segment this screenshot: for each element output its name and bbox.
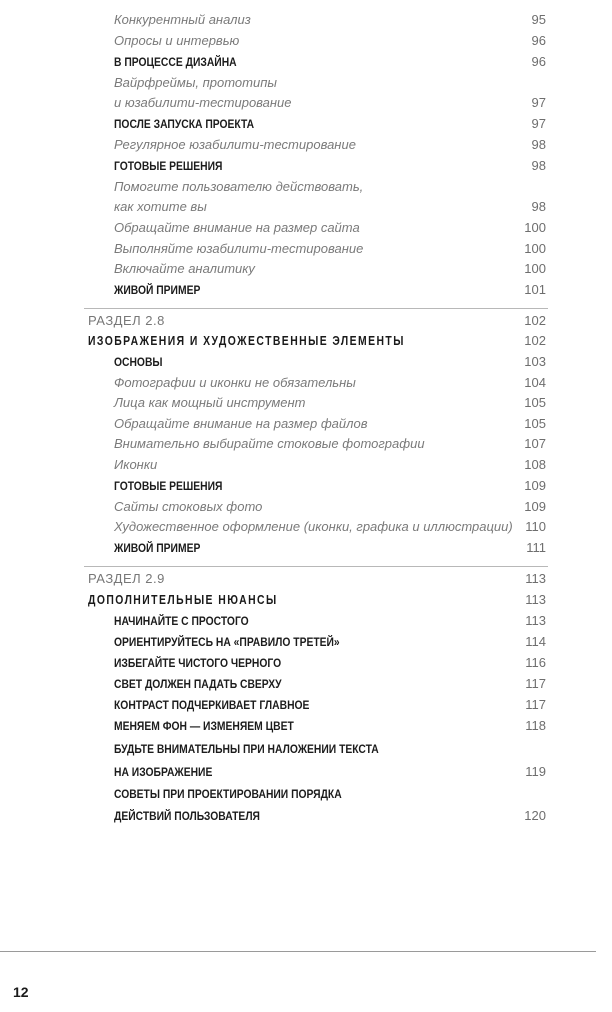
toc-entry <box>0 517 612 537</box>
toc-entry-page: 105 <box>524 416 546 431</box>
toc-entry-page: 116 <box>525 655 546 670</box>
toc-entry-title: Вайрфреймы, прототипы <box>114 75 277 90</box>
toc-entry-title: как хотите вы <box>114 199 207 214</box>
toc-entry-page: 102 <box>524 333 546 348</box>
toc-entry <box>0 497 612 517</box>
toc-entry <box>0 611 612 631</box>
toc-entry-title: СОВЕТЫ ПРИ ПРОЕКТИРОВАНИИ ПОРЯДКА <box>114 787 342 801</box>
toc-entry-page: 101 <box>524 282 546 297</box>
toc-entry-title: Внимательно выбирайте стоковые фотографии <box>114 436 425 451</box>
toc-entry <box>0 311 612 331</box>
toc-entry-page: 113 <box>525 613 546 628</box>
toc-entry-title: Фотографии и иконки не обязательны <box>114 375 356 390</box>
toc-entry <box>0 197 612 217</box>
toc-entry-title: РАЗДЕЛ 2.9 <box>88 571 165 586</box>
toc-entry-page: 107 <box>524 436 546 451</box>
toc-entry <box>0 177 612 197</box>
toc-entry <box>0 10 612 30</box>
toc-entry-page: 104 <box>524 375 546 390</box>
toc-entry-page: 97 <box>531 95 546 110</box>
toc-entry <box>0 156 612 176</box>
toc-entry-title: Помогите пользователю действовать, <box>114 179 364 194</box>
toc-entry <box>0 653 612 673</box>
toc-entry <box>0 239 612 259</box>
toc-entry-page: 96 <box>531 54 546 69</box>
toc-entry <box>0 716 612 736</box>
toc-entry-page: 113 <box>525 571 546 586</box>
toc-entry <box>0 695 612 715</box>
toc-entry <box>0 259 612 279</box>
toc-entry-title: Обращайте внимание на размер сайта <box>114 220 360 235</box>
toc-entry-title: МЕНЯЕМ ФОН — ИЗМЕНЯЕМ ЦВЕТ <box>114 719 294 733</box>
toc-entry <box>0 135 612 155</box>
toc-entry-page: 117 <box>525 697 546 712</box>
toc-entry <box>0 632 612 652</box>
toc-entry-title: НА ИЗОБРАЖЕНИЕ <box>114 765 213 779</box>
toc-entry-title: Выполняйте юзабилити-тестирование <box>114 241 364 256</box>
toc-entry <box>0 280 612 300</box>
toc-entry <box>0 739 612 759</box>
toc-entry-title: ОСНОВЫ <box>114 355 163 369</box>
toc-entry-page: 97 <box>531 116 546 131</box>
section-divider <box>84 308 548 309</box>
toc-entry-title: Опросы и интервью <box>114 33 240 48</box>
toc-entry-title: В ПРОЦЕССЕ ДИЗАЙНА <box>114 55 237 69</box>
toc-entry <box>0 414 612 434</box>
toc-entry-page: 98 <box>531 137 546 152</box>
toc-entry-title: НАЧИНАЙТЕ С ПРОСТОГО <box>114 614 249 628</box>
toc-entry-page: 114 <box>525 634 546 649</box>
toc-entry <box>0 373 612 393</box>
toc-entry <box>0 674 612 694</box>
toc-entry <box>0 331 612 351</box>
toc-entry-title: КОНТРАСТ ПОДЧЕРКИВАЕТ ГЛАВНОЕ <box>114 698 310 712</box>
toc-entry <box>0 569 612 589</box>
toc-entry-page: 105 <box>524 395 546 410</box>
footer-divider <box>0 951 596 952</box>
toc-entry-title: БУДЬТЕ ВНИМАТЕЛЬНЫ ПРИ НАЛОЖЕНИИ ТЕКСТА <box>114 742 379 756</box>
toc-entry-page: 118 <box>525 718 546 733</box>
toc-entry-title: ЖИВОЙ ПРИМЕР <box>114 541 201 555</box>
toc-entry-page: 95 <box>531 12 546 27</box>
toc-entry <box>0 93 612 113</box>
toc-entry-title: ДЕЙСТВИЙ ПОЛЬЗОВАТЕЛЯ <box>114 809 260 823</box>
toc-entry-title: и юзабилити-тестирование <box>114 95 292 110</box>
toc-entry-title: Включайте аналитику <box>114 261 255 276</box>
toc-entry-title: Сайты стоковых фото <box>114 499 263 514</box>
toc-entry-page: 113 <box>525 592 546 607</box>
toc-entry-page: 98 <box>531 199 546 214</box>
toc-entry <box>0 538 612 558</box>
toc-entry-page: 100 <box>524 241 546 256</box>
toc-entry-title: ОРИЕНТИРУЙТЕСЬ НА «ПРАВИЛО ТРЕТЕЙ» <box>114 635 340 649</box>
toc-entry-page: 108 <box>524 457 546 472</box>
toc-entry-page: 98 <box>531 158 546 173</box>
toc-entry-title: Обращайте внимание на размер файлов <box>114 416 368 431</box>
toc-entry <box>0 73 612 93</box>
toc-entry-title: ЖИВОЙ ПРИМЕР <box>114 283 201 297</box>
toc-entry-page: 96 <box>531 33 546 48</box>
toc-entry-page: 119 <box>525 764 546 779</box>
toc-entry-title: Иконки <box>114 457 158 472</box>
toc-entry-title: ГОТОВЫЕ РЕШЕНИЯ <box>114 159 223 173</box>
toc-entry <box>0 352 612 372</box>
toc-entry <box>0 393 612 413</box>
toc-entry-title: ИЗОБРАЖЕНИЯ И ХУДОЖЕСТВЕННЫЕ ЭЛЕМЕНТЫ <box>88 333 405 348</box>
toc-entry-title: РАЗДЕЛ 2.8 <box>88 313 165 328</box>
toc-entry <box>0 31 612 51</box>
toc-entry-title: ПОСЛЕ ЗАПУСКА ПРОЕКТА <box>114 117 255 131</box>
toc-entry-title: Конкурентный анализ <box>114 12 251 27</box>
toc-entry-page: 111 <box>526 540 546 555</box>
toc-entry-title: Лица как мощный инструмент <box>114 395 306 410</box>
toc-entry-title: Регулярное юзабилити-тестирование <box>114 137 356 152</box>
toc-entry-page: 100 <box>524 261 546 276</box>
toc-entry-page: 110 <box>525 519 546 534</box>
toc-entry-page: 120 <box>524 808 546 823</box>
toc-entry-page: 117 <box>525 676 546 691</box>
toc-entry <box>0 590 612 610</box>
toc-entry <box>0 218 612 238</box>
toc-entry-page: 102 <box>524 313 546 328</box>
toc-entry <box>0 434 612 454</box>
section-divider <box>84 566 548 567</box>
toc-entry-page: 109 <box>524 478 546 493</box>
page-number: 12 <box>13 984 29 1000</box>
toc-entry-page: 100 <box>524 220 546 235</box>
toc-entry-page: 109 <box>524 499 546 514</box>
toc-entry-title: ДОПОЛНИТЕЛЬНЫЕ НЮАНСЫ <box>88 592 278 607</box>
toc-entry-title: ГОТОВЫЕ РЕШЕНИЯ <box>114 479 223 493</box>
toc-entry <box>0 806 612 826</box>
toc-entry <box>0 114 612 134</box>
toc-entry-title: Художественное оформление (иконки, графика и иллюстрации) <box>114 519 513 534</box>
toc-entry <box>0 52 612 72</box>
toc-entry <box>0 784 612 804</box>
toc-entry <box>0 476 612 496</box>
toc-entry <box>0 762 612 782</box>
toc-entry-title: СВЕТ ДОЛЖЕН ПАДАТЬ СВЕРХУ <box>114 677 282 691</box>
toc-entry <box>0 455 612 475</box>
toc-entry-title: ИЗБЕГАЙТЕ ЧИСТОГО ЧЕРНОГО <box>114 656 282 670</box>
toc-entry-page: 103 <box>524 354 546 369</box>
